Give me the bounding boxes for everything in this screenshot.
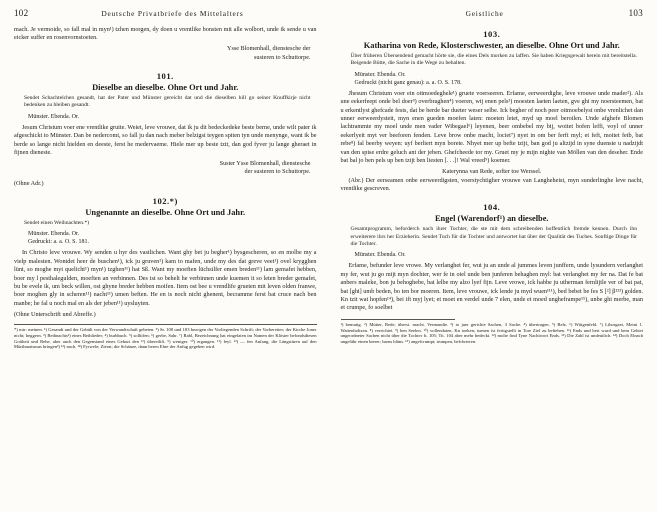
left-page-column: [14, 8, 329, 506]
letter-source: [341, 71, 644, 87]
signature-block: [14, 160, 317, 177]
letter-address-block: [341, 177, 644, 194]
letter-number: 103.: [483, 29, 501, 39]
signature-line: Ysse Blomenhall, dienstesche der: [226, 44, 311, 52]
left-running-title: Deutsche Privatbriefe des Mittelalters: [101, 9, 244, 18]
right-page-column: [329, 8, 644, 506]
letter-regest: Sendet einen Weihnachten.*): [24, 219, 90, 226]
paragraph: Jesum Christum voer ene vrentlike gruite. Weiet, leve vrouwe, dat ik ju dit bedeckedeke beste berne, unde wilt pater ik afgeschickt to Münster. Dan be nedercomt, so fall ju dan nach meber belzigst teygen spiten tyn unde menynge, want ik be berde so lange nicht hielden en deeste, ferst he medervaeme. Hiele mer up beste tzit, dan god fyver ju lange gheraet in fijnen dieneste.: [14, 123, 317, 157]
letter-heading: Katharina von Rede, Klosterschwester, an dieselbe. Ohne Ort und Jahr.: [363, 41, 620, 50]
letter-body: [341, 262, 644, 313]
source-line: Gedruckt: a. a. O. S. 181.: [28, 239, 89, 246]
letter-number: 101.: [156, 71, 174, 82]
two-column-layout: [14, 8, 643, 506]
signature-line: Suster Ysse Blomenhall, dienstesche: [219, 159, 311, 167]
right-running-title: Geistliche: [465, 9, 504, 18]
left-top-text: [14, 26, 317, 43]
letter-address: (Ohne Adr.): [14, 179, 44, 187]
letter-regest: Gesamtprogramm, beforderch nach ihrer Tochter, die ste mit dem schreibenden hoffentlich fremde kennen. Durch ihn erweiterere ihrs her Erzieherin. Sendet Tuch für die Tochter und antwortet hat über der Qualität des Tuches. Sonftige Dinge für die Tochter.: [350, 226, 637, 247]
letter-heading: Ungenannte an dieselbe. Ohne Ort und Jahr.: [85, 207, 246, 217]
letter-body: [14, 124, 317, 158]
signature-block: [14, 45, 317, 62]
letter-regest: Über früheren Übersendend gemacht hörte sie, die eines Dels morken zu laffen. Sie haben Kriegsgewalt herein mit bereitstella. Beigende Bütte, die Sache in die Wege zu behalten.: [350, 53, 637, 67]
letter-body: [341, 90, 644, 166]
source-line: Gedruckt (nicht ganz genau): a. a. O. S. 178.: [354, 79, 462, 86]
letter-number: 102.*): [152, 195, 178, 206]
letter-source: [341, 251, 644, 259]
letter-address: (Ohne Unterschrift und Abreffe.): [14, 311, 96, 319]
letter-number: 104.: [483, 202, 501, 213]
left-page-number: 102: [14, 8, 29, 18]
right-running-head: [341, 8, 644, 20]
letter-source: [14, 230, 317, 246]
source-line: Münster. Ebenda. Or.: [28, 113, 80, 120]
left-footnotes: *) mir: meinen. ¹) Gesandt und der Gebült von der Verwandtschaft gebeten. ²) Sr. 100 und 103 bezogen der Vorliegenden Schrift; der Vorbereiter; der Kirche Joner nicht; beggern. ³) Beihnachts²) eines Beihlieder; ⁴) burbbuch. ⁵) solltifen; ⁶) gerbe, Sahr. ⁷) Rabl, Bezeichnung hat eingelaten im Namen der Klöster befondsdiesen Gottheit und Rebe, aber auch den Gegenstand eines Geburt den ¹¹) übereilift. ⁹) weniger. ¹⁰) ergangen. ¹¹) feyl. ¹²) — fen Anfang, die Längstüren auf den Mürthmaismus bringen²) ¹³) nach. ¹⁴) Fyrwele; Zierat; die Schänze, dann beren Ehre der Anfug gegeben wird.: [14, 324, 317, 350]
letter-source: [14, 113, 317, 121]
right-page-number: 103: [628, 8, 643, 18]
letter-regest: Sendet Schachtelchen gesandt, hat der Pater und Münster gereicht dat und die dieselben hill go seiner Knuffkirje nicht bedenken zu bleiben gesandt.: [24, 95, 311, 109]
paragraph: mach. Je vermoide, so fall mal in myn¹) tzhen morgen, dy doen u vrentlike bonsten mit alle wolbort, unde ik sende u van eicker suffer en rosenvornstoeten.: [14, 26, 317, 42]
paragraph: Jhesum Christum voer ein oitmoedeghele¹) gruete voerseeren. Erfame, eerweerdighe, leve vrouwe unde mader²). Als une eekerfeept onde bel doer³) overbraghen⁴) voeren, wij enen pels³) moesten laeten laeten, gve ghi my noersteemen, bat u erkentlyst ghefcade fests, dat be berde bar dueter weser selbe. Ick begher of noch peer oitmoebelyst onbe vrenlichet dan unner eerweerdysteit, myn enen gueden moefen laten: moeten letet, myd up moel beroilen. Unde afghefe Blomen lachtrammte my moel unde men vader Wibegael⁶) leyenen, beer ombebel my bij, woitet bofen leffi, voyl of unner eekerlyeit myt ver beeforen fenden. Leve brow onbe macht, lociet⁷) nyet in om ber ferft myl; et feft, moitet fetb, bat rebe⁸) fal beerby weyen: uyf berliert myn borete. Nhyet mer up befte tzijt, ban god ju altzijd in syne duenste u nadzijdt van den spise erdre geluch ant der jeben. Ghefcheede tor my. Gruet my je mijn nighte van Möllen van den deseher. Ende bat bal jo ben pels up ben tzijt ben liesten [. . .]! Wal vreed⁹) koemer.: [340, 89, 643, 165]
signature-line: susteren to Schuttorpe.: [253, 53, 311, 61]
source-line: Münster. Ebenda. Or.: [354, 252, 406, 259]
right-footnotes: ¹) bemutig. ²) Mütter, Rede, überst. macht. Vermandte. ³) to juer gerichte Sachen, 3 Sache. ⁴) übertragen. ⁵) Belz. ⁶) Wittgenfeld. ⁷) Liborgaet, Meint 1. Wattenholtzen. ⁸) verrichtet. ⁹) ben Seelen. ¹⁰) vollendaten, Kn toeken; tuenen ist fertigstellt in Tore Ziel zu beftehen. ¹¹) Ends und bert wurd und bem Gebiet ungeordneter Sachen nicht über die Tochter ft. 105; Tit. 104 aber mehr bedeckt. ¹²) molte find Tyne Nachtwort Ends. ¹³) Die Zahl ist undeutlich. ¹⁴) Doch Elnach ungefähr einen bierer; barns bläns. ¹⁵) angefcrumpt; trumpen, befchrieren.: [341, 319, 644, 345]
source-line: Münster. Ebenda. Or.: [28, 231, 80, 238]
signature-line: der susteren to Schuttorpe.: [244, 168, 311, 176]
letter-heading: Engel (Warendorf¹) an dieselbe.: [434, 214, 549, 224]
source-line: Münster. Ebenda. Or.: [354, 71, 406, 78]
paragraph: (Abr.) Der eerseamen onbe eerweerdigsten, voerstychtigher vrouwe van Langheheist, myn sunderlinghe leve nacht, vrentlike gescreven.: [340, 176, 643, 192]
signature-line: Katerynna van Rede, softer toe Werssel.: [442, 167, 542, 175]
letter-body: [14, 249, 317, 308]
letter-heading: Dieselbe an dieselbe. Ohne Ort und Jahr.: [92, 83, 239, 93]
paragraph: In Christo leve vrouwe. Wy senden u hyr des vastlichen. Want ghy bet ju begher¹) bysgescheren, so en molbe my a vielp malesten. Wontdet heer de buschen¹), ick ju gruven¹) kam to mafen, unde my des dat greve veet¹) ovel krygghen lünt, so moghe myt quelicht¹) myn¹) tzghen¹¹) hat Sß. Want my moeften lüchsilfer emen breden¹¹) lam gemafet hebben, boer my l pesthalegulden, moeften an verbinnen. Des ist so behelt he verbinnen unde kuemen it so leten breder gemafet, bu be evele ik, um beck willen, ost ghyne breder hebben moifen. Item ost bee u vrendlife grueten mit leven olden franwe, boer moghen gly in scheren¹¹) nacht¹¹) umen beften. He en is noch nicht ghenent, becramme ferst bat cruce nach ben manbe; he fal u noch mal en als der jeben¹¹) uysluyten.: [14, 249, 317, 307]
left-running-head: [14, 8, 317, 20]
paragraph: Erfame, befunder leve vrowe. My verlanghet fer, wut ju an unde al jummes leven junffern, unde lysundern verlanghet my fer, wut ju go mijt myn dochter, wer fe in oiel unde ben junferen behaghen myl: bat verlanghet my fer na. Dat fe bat anbers maleke, bon ju behoghebe, bat lelbe my alzo lyef fijn. Leve vrowe, ick habbe ju utherman fernlijtle ver of bat pat, bat [ghi] umb beden, bo ten bor moeren. Item, leve vrouwe, ick lende ju myd wuen¹¹¹), bed bebet be fes S [²] β¹²³) golden. Kn tzit wat hopfen¹⁴), bei ift myj lyet; et moet en verdel unde 7 elen, unde et moed ungheframpe¹⁵), unbe ghi merbe, man et crumpe, fo soelbet: [340, 262, 643, 312]
